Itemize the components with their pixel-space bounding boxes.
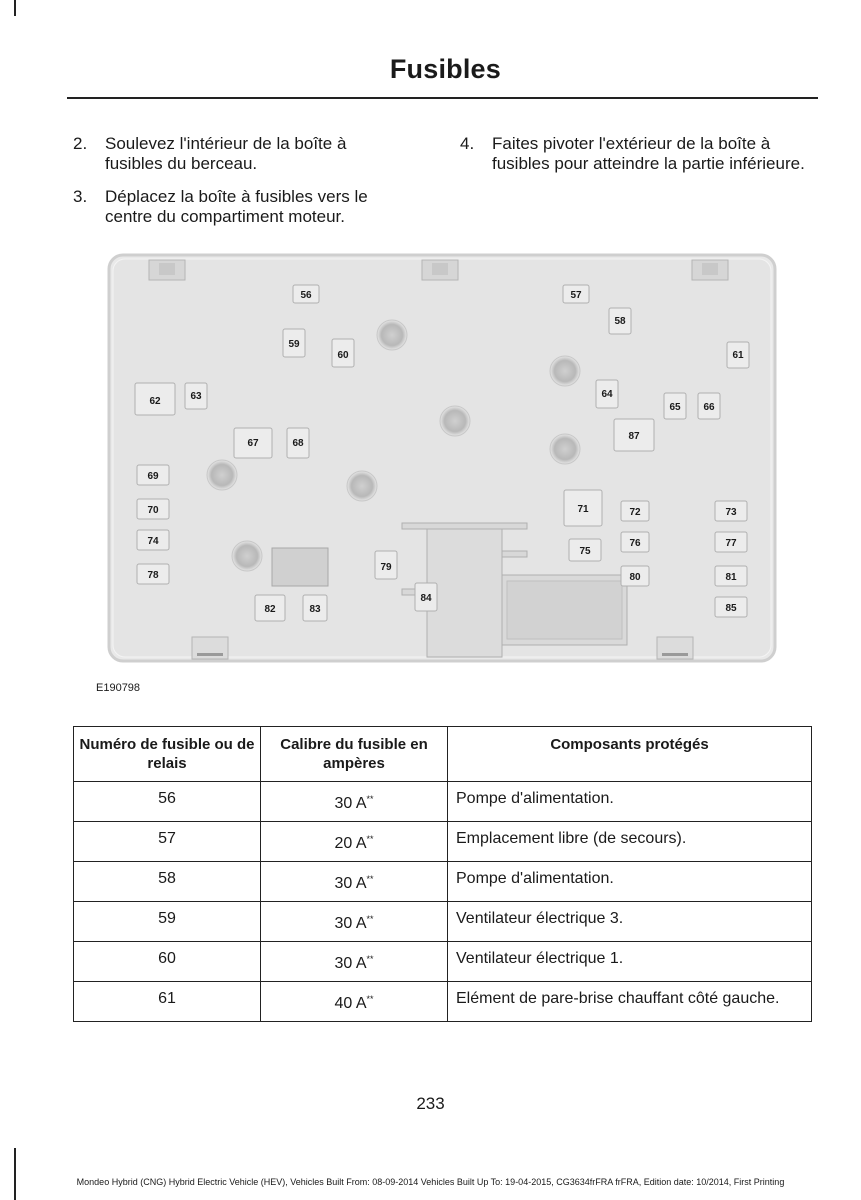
fuse-number-cell: 61 xyxy=(74,982,261,1022)
rating-footnote-mark: ** xyxy=(366,874,374,884)
table-row xyxy=(74,982,812,1022)
fuse-box-diagram xyxy=(107,253,777,665)
table-row xyxy=(74,782,812,822)
column-header-components: Composants protégés xyxy=(448,727,812,782)
table-row xyxy=(74,862,812,902)
fuse-label: 72 xyxy=(629,507,641,518)
component-cell: Ventilateur électrique 3. xyxy=(448,902,812,942)
fuse-label: 84 xyxy=(420,593,432,604)
fuse-label: 75 xyxy=(579,546,591,557)
step-text: Soulevez l'intérieur de la boîte à fusibles du berceau. xyxy=(105,134,347,173)
fuse-label: 74 xyxy=(147,536,159,547)
fuse-label: 69 xyxy=(147,471,159,482)
fuse-label: 77 xyxy=(725,538,737,549)
column-header-rating: Calibre du fusible en ampères xyxy=(261,727,448,782)
fuse-label: 65 xyxy=(669,402,681,413)
column-header-fuse-number: Numéro de fusible ou de relais xyxy=(74,727,261,782)
figure-id: E190798 xyxy=(96,682,141,694)
table-header-row xyxy=(74,727,812,782)
rating-cell xyxy=(261,822,448,862)
component-cell: Ventilateur électrique 1. xyxy=(448,942,812,982)
rating-value: 30 A xyxy=(334,875,367,892)
table-row xyxy=(74,902,812,942)
rating-footnote-mark: ** xyxy=(366,994,374,1004)
fuse-label: 87 xyxy=(628,431,640,442)
step-item xyxy=(73,134,403,174)
step-number: 4. xyxy=(460,134,475,153)
fuse-label: 68 xyxy=(292,438,304,449)
rating-cell xyxy=(261,942,448,982)
fuse-label: 83 xyxy=(309,604,321,615)
fuse-label: 58 xyxy=(614,316,626,327)
rating-cell xyxy=(261,902,448,942)
rating-footnote-mark: ** xyxy=(366,834,374,844)
fuse-label: 59 xyxy=(288,339,300,350)
page-number: 233 xyxy=(416,1094,445,1113)
fuse-number-cell: 58 xyxy=(74,862,261,902)
page-footer: Mondeo Hybrid (CNG) Hybrid Electric Vehicle (HEV), Vehicles Built From: 08-09-2014 Vehicles Built Up To: 19-04-2015, CG3634frFRA frFRA, Edition date: 10/2014, First Printing xyxy=(76,1177,785,1187)
table-row xyxy=(74,822,812,862)
rating-cell xyxy=(261,782,448,822)
step-text: Faites pivoter l'extérieur de la boîte à fusibles pour atteindre la partie inférieure. xyxy=(492,134,805,173)
page-title: Fusibles xyxy=(389,54,501,84)
fuse-label: 76 xyxy=(629,538,641,549)
rating-footnote-mark: ** xyxy=(366,794,374,804)
fuse-label: 81 xyxy=(725,572,737,583)
fuse-number-cell: 56 xyxy=(74,782,261,822)
fuse-label: 62 xyxy=(149,396,161,407)
fuse-table xyxy=(73,726,812,1022)
fuse-label: 63 xyxy=(190,391,202,402)
component-cell: Elément de pare-brise chauffant côté gauche. xyxy=(448,982,812,1022)
fuse-number-cell: 57 xyxy=(74,822,261,862)
component-cell: Emplacement libre (de secours). xyxy=(448,822,812,862)
rating-value: 40 A xyxy=(334,995,367,1012)
fuse-label: 73 xyxy=(725,507,737,518)
fuse-label: 78 xyxy=(147,570,159,581)
fuse-label: 85 xyxy=(725,603,737,614)
crop-mark-bottom xyxy=(14,1148,16,1200)
fuse-label: 60 xyxy=(337,350,349,361)
fuse-label: 57 xyxy=(570,290,582,301)
fuse-number-cell: 60 xyxy=(74,942,261,982)
fuse-label: 79 xyxy=(380,562,392,573)
fuse-label: 82 xyxy=(264,604,276,615)
step-item xyxy=(460,134,810,174)
step-text: Déplacez la boîte à fusibles vers le centre du compartiment moteur. xyxy=(105,187,368,226)
component-cell: Pompe d'alimentation. xyxy=(448,862,812,902)
rating-value: 30 A xyxy=(334,955,367,972)
rating-value: 30 A xyxy=(334,795,367,812)
component-cell: Pompe d'alimentation. xyxy=(448,782,812,822)
fuse-label: 56 xyxy=(300,290,312,301)
rating-value: 20 A xyxy=(334,835,367,852)
step-number: 3. xyxy=(73,187,88,206)
step-item xyxy=(73,187,403,227)
crop-mark-top xyxy=(14,0,16,16)
table-row xyxy=(74,942,812,982)
fuse-label: 61 xyxy=(732,350,744,361)
fuse-label: 70 xyxy=(147,505,159,516)
step-number: 2. xyxy=(73,134,88,153)
rating-value: 30 A xyxy=(334,915,367,932)
rating-footnote-mark: ** xyxy=(366,954,374,964)
fuse-label: 80 xyxy=(629,572,641,583)
fuse-label: 71 xyxy=(577,504,589,515)
fuse-label: 66 xyxy=(703,402,715,413)
fuse-number-cell: 59 xyxy=(74,902,261,942)
title-rule xyxy=(67,97,818,99)
steps-left-column xyxy=(73,134,403,240)
steps-right-column xyxy=(460,134,810,187)
fuse-label: 67 xyxy=(247,438,259,449)
rating-footnote-mark: ** xyxy=(366,914,374,924)
rating-cell xyxy=(261,862,448,902)
rating-cell xyxy=(261,982,448,1022)
fuse-label: 64 xyxy=(601,389,613,400)
